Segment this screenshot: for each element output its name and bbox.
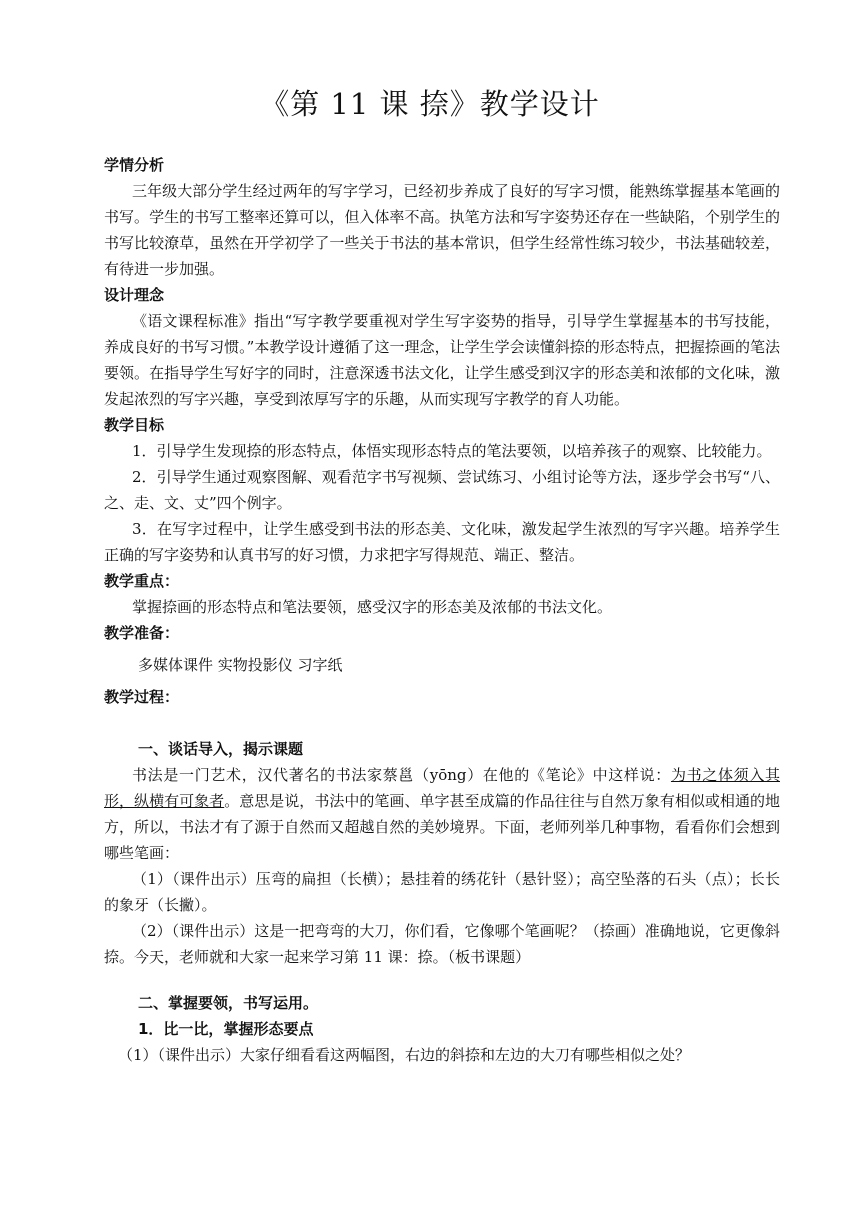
process-step1-item: （2）（课件出示）这是一把弯弯的大刀，你们看，它像哪个笔画呢？（捺画）准确地说，它更像斜捺。今天，老师就和大家一起来学习第 11 课：捺。（板书课题） xyxy=(104,922,780,966)
process-step2-heading: 二、掌握要领，书写运用。 xyxy=(138,994,319,1012)
section-heading-preparation: 教学准备： xyxy=(104,624,180,642)
process-step2-item: （1）（课件出示）大家仔细看看这两幅图，右边的斜捺和左边的大刀有哪些相似之处？ xyxy=(118,1046,691,1064)
design-concept-paragraph: 《语文课程标准》指出“写字教学要重视对学生写字姿势的指导，引导学生掌握基本的书写技能，养成良好的书写习惯。”本教学设计遵循了这一理念，让学生学会读懂斜捺的形态特点，把握捺画的笔法要领。在指导学生写好字的同时，注意深透书法文化，让学生感受到汉字的形态美和浓郁的文化味，激发起浓烈的写字兴趣，享受到浓厚写字的乐趣，从而实现写字教学的育人功能。 xyxy=(104,312,780,408)
process-step1-heading: 一、谈话导入，揭示课题 xyxy=(138,740,304,758)
key-points-paragraph: 掌握捺画的形态特点和笔法要领，感受汉字的形态美及浓郁的书法文化。 xyxy=(132,598,613,616)
section-heading-teaching-goals: 教学目标 xyxy=(104,416,165,434)
document-body xyxy=(104,152,780,1068)
teaching-goal-item: 1．引导学生发现捺的形态特点，体悟实现形态特点的笔法要领，以培养孩子的观察、比较能力。 xyxy=(132,442,772,460)
section-heading-process: 教学过程： xyxy=(104,688,180,706)
learner-analysis-paragraph: 三年级大部分学生经过两年的写字学习，已经初步养成了良好的写字习惯，能熟练掌握基本笔画的书写。学生的书写工整率还算可以，但入体率不高。执笔方法和写字姿势还存在一些缺陷，个别学生的书写比较潦草，虽然在开学初学了一些关于书法的基本常识，但学生经常性练习较少，书法基础较差，有待进一步加强。 xyxy=(104,182,780,278)
process-step1-paragraph: 书法是一门艺术，汉代著名的书法家蔡邕（yōng）在他的《笔论》中这样说：为书之体须入其形，纵横有可象者。意思是说，书法中的笔画、单字甚至成篇的作品往往与自然万象有相似或相通的地方，所以，书法才有了源于自然而又超越自然的美妙境界。下面，老师列举几种事物，看看你们会想到哪些笔画： xyxy=(104,766,780,862)
teaching-goal-item: 3．在写字过程中，让学生感受到书法的形态美、文化味，激发起学生浓烈的写字兴趣。培养学生正确的写字姿势和认真书写的好习惯，力求把字写得规范、端正、整洁。 xyxy=(104,520,780,564)
quoted-text: 为书之体须入其形，纵横有可象者 xyxy=(104,766,780,810)
section-heading-design-concept: 设计理念 xyxy=(104,286,165,304)
page-title: 《第 11 课 捺》教学设计 xyxy=(260,87,600,121)
process-step2-subheading: 1．比一比，掌握形态要点 xyxy=(138,1020,314,1038)
process-step1-item: （1）（课件出示）压弯的扁担（长横）；悬挂着的绣花针（悬针竖）；高空坠落的石头（点）；长长的象牙（长撇）。 xyxy=(104,870,780,914)
preparation-list: 多媒体课件 实物投影仪 习字纸 xyxy=(138,656,343,674)
teaching-goal-item: 2．引导学生通过观察图解、观看范字书写视频、尝试练习、小组讨论等方法，逐步学会书写“八、之、走、文、丈”四个例字。 xyxy=(104,468,780,512)
section-heading-key-points: 教学重点： xyxy=(104,572,180,590)
section-heading-learner-analysis: 学情分析 xyxy=(104,156,165,174)
